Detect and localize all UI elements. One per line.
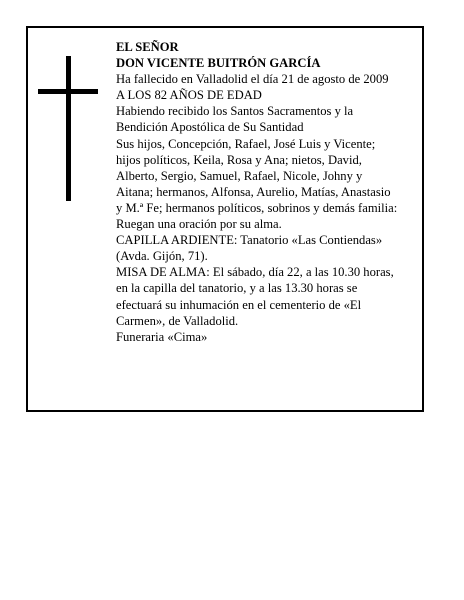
family-line-5: y M.ª Fe; hermanos políticos, sobrinos y demás familia: — [116, 200, 398, 215]
title-line: EL SEÑOR — [116, 40, 179, 54]
deceased-name: DON VICENTE BUITRÓN GARCÍA — [116, 56, 321, 71]
chapel-line-2: (Avda. Gijón, 71). — [116, 249, 208, 264]
sacraments-line-1: Habiendo recibido los Santos Sacramentos y la — [116, 104, 354, 119]
sacraments-line-2: Bendición Apostólica de Su Santidad — [116, 120, 304, 135]
family-line-3: Alberto, Sergio, Samuel, Rafael, Nicole, Johny y — [116, 168, 363, 183]
mass-line-4: Carmen», de Valladolid. — [116, 313, 239, 328]
obituary-notice — [26, 26, 424, 412]
age-line: A LOS 82 AÑOS DE EDAD — [116, 88, 262, 103]
family-line-2: hijos políticos, Keila, Rosa y Ana; nietos, David, — [116, 152, 362, 167]
cross-horizontal-bar — [38, 89, 98, 94]
cross-vertical-bar — [66, 56, 71, 201]
family-line-4: Aitana; hermanos, Alfonsa, Aurelio, Matías, Anastasio — [116, 184, 391, 199]
prayer-request: Ruegan una oración por su alma. — [116, 217, 282, 232]
mass-line-1: MISA DE ALMA: El sábado, día 22, a las 10.30 horas, — [116, 265, 394, 280]
cross-icon — [38, 56, 98, 201]
mass-line-2: en la capilla del tanatorio, y a las 13.30 horas se — [116, 281, 358, 296]
funeral-home: Funeraria «Cima» — [116, 329, 208, 344]
family-line-1: Sus hijos, Concepción, Rafael, José Luis y Vicente; — [116, 136, 376, 151]
death-announcement: Ha fallecido en Valladolid el día 21 de agosto de 2009 — [116, 72, 389, 87]
mass-line-3: efectuará su inhumación en el cementerio de «El — [116, 297, 362, 312]
chapel-line-1: CAPILLA ARDIENTE: Tanatorio «Las Contiendas» — [116, 233, 383, 248]
notice-text — [116, 39, 421, 345]
